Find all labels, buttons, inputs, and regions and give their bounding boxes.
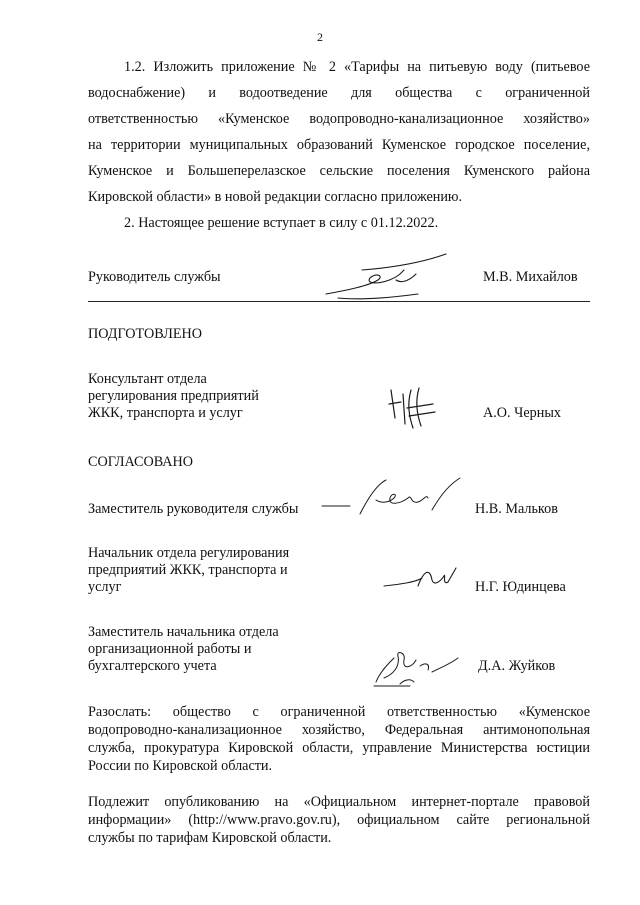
- paragraph-line: водоснабжение) и водоотведение для общества с ограниченной: [88, 85, 590, 101]
- separator-line: [88, 301, 590, 302]
- paragraph-line: на территории муниципальных образований Куменское городское поселение,: [88, 137, 590, 153]
- agreed-name: Н.Г. Юдинцева: [475, 579, 566, 595]
- agreed-position-line: Начальник отдела регулирования: [88, 545, 290, 561]
- head-signature: [318, 250, 458, 305]
- prepared-name: А.О. Черных: [483, 405, 561, 421]
- head-name: М.В. Михайлов: [483, 269, 578, 285]
- prepared-position-line: Консультант отдела: [88, 371, 207, 387]
- paragraph-line: Кировской области» в новой редакции согласно приложению.: [88, 189, 463, 205]
- paragraph-line: 1.2. Изложить приложение № 2 «Тарифы на питьевую воду (питьевое: [124, 59, 590, 75]
- agreed-heading: СОГЛАСОВАНО: [88, 454, 194, 470]
- paragraph-line: Разослать: общество с ограниченной ответственностью «Куменское: [88, 704, 590, 720]
- agreed-position-line: услуг: [88, 579, 122, 595]
- head-position: Руководитель службы: [88, 269, 221, 285]
- agreed-position-line: Заместитель руководителя службы: [88, 501, 299, 517]
- paragraph-line: службы по тарифам Кировской области.: [88, 830, 332, 846]
- agreed-signature: [382, 560, 462, 594]
- prepared-heading: ПОДГОТОВЛЕНО: [88, 326, 202, 342]
- paragraph-line: ответственностью «Куменское водопроводно-канализационное хозяйство»: [88, 111, 590, 127]
- prepared-signature: [385, 384, 445, 434]
- agreed-position-line: организационной работы и: [88, 641, 252, 657]
- paragraph-line: водопроводно-канализационное хозяйство, Федеральная антимонопольная: [88, 722, 590, 738]
- agreed-position-line: бухгалтерского учета: [88, 658, 217, 674]
- paragraph-2: 2. Настоящее решение вступает в силу с 01.12.2022.: [124, 215, 439, 231]
- paragraph-line: служба, прокуратура Кировской области, управление Министерства юстиции: [88, 740, 590, 756]
- prepared-position-line: регулирования предприятий: [88, 388, 259, 404]
- agreed-position-line: предприятий ЖКК, транспорта и: [88, 562, 288, 578]
- agreed-signature: [370, 642, 470, 690]
- agreed-name: Н.В. Мальков: [475, 501, 558, 517]
- agreed-name: Д.А. Жуйков: [478, 658, 556, 674]
- paragraph-line: информации» (http://www.pravo.gov.ru), официальном сайте региональной: [88, 812, 590, 828]
- agreed-position-line: Заместитель начальника отдела: [88, 624, 279, 640]
- page-number: 2: [317, 30, 323, 44]
- paragraph-line: Подлежит опубликованию на «Официальном интернет-портале правовой: [88, 794, 590, 810]
- paragraph-line: Куменское и Большеперелазское сельские поселения Куменского района: [88, 163, 590, 179]
- paragraph-line: России по Кировской области.: [88, 758, 273, 774]
- prepared-position-line: ЖКК, транспорта и услуг: [88, 405, 243, 421]
- agreed-signature: [320, 474, 470, 524]
